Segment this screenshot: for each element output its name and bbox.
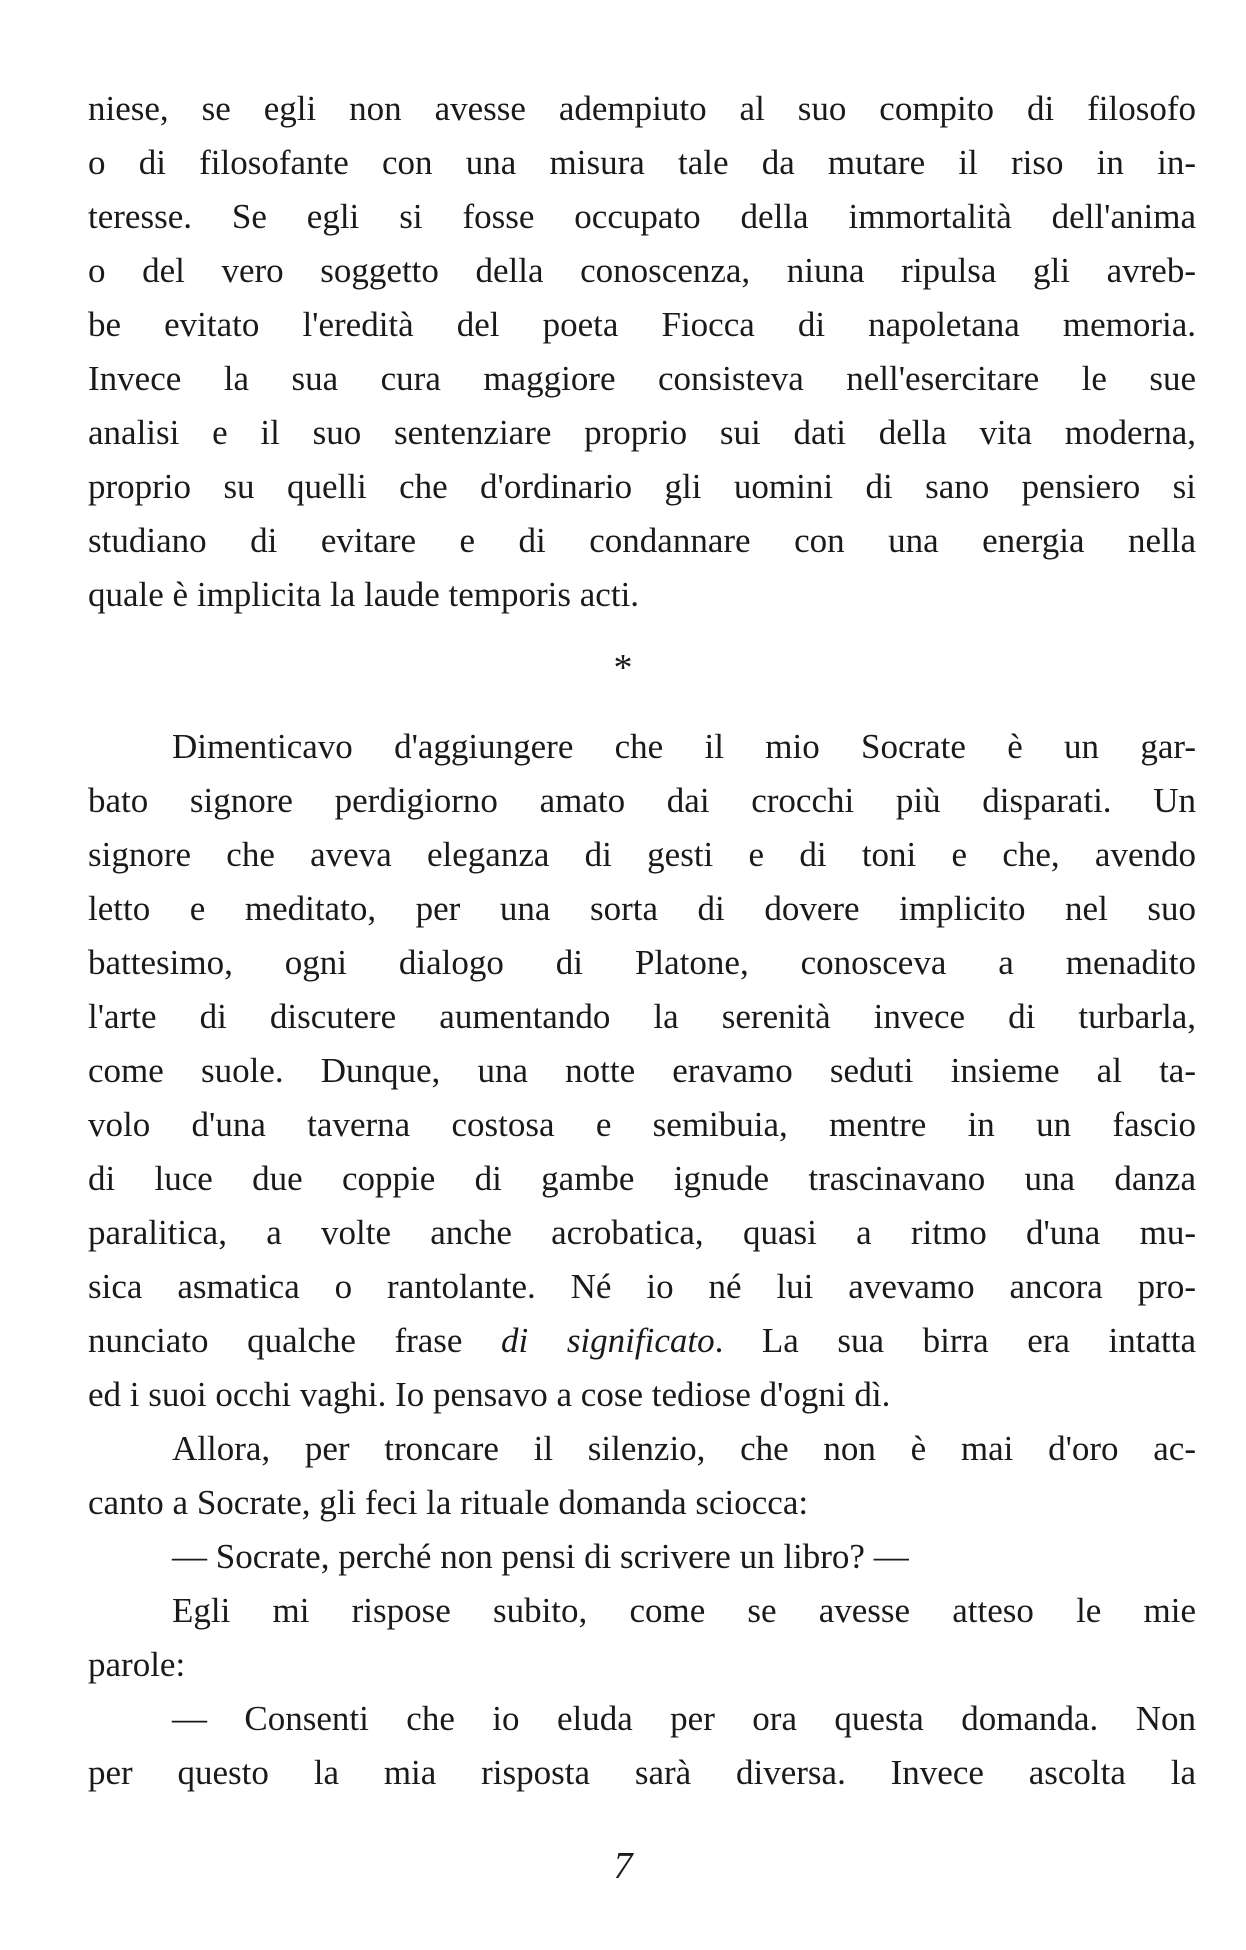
text-line: ed i suoi occhi vaghi. Io pensavo a cose tediose d'ogni dì. (88, 1375, 891, 1414)
text-line: volo d'una taverna costosa e semibuia, mentre in un fascio (88, 1105, 1196, 1144)
text-segment: nunciato qualche frase (88, 1321, 502, 1360)
text-line: analisi e il suo sentenziare proprio sui dati della vita moderna, (88, 413, 1196, 452)
text-line: battesimo, ogni dialogo di Platone, conosceva a menadito (88, 943, 1196, 982)
text-line: quale è implicita la laude temporis acti. (88, 575, 640, 614)
page-number: 7 (613, 1845, 633, 1887)
dialogue-line: — Socrate, perché non pensi di scrivere un libro? — (172, 1537, 909, 1576)
text-line: be evitato l'eredità del poeta Fiocca di napoletana memoria. (88, 305, 1196, 344)
text-segment: . La sua birra era intatta (714, 1321, 1196, 1360)
text-line: come suole. Dunque, una notte eravamo seduti insieme al ta- (88, 1051, 1196, 1090)
text-line: letto e meditato, per una sorta di dovere implicito nel suo (88, 889, 1196, 928)
text-line: o del vero soggetto della conoscenza, niuna ripulsa gli avreb- (88, 251, 1196, 290)
section-separator: * (613, 647, 633, 689)
text-line: Allora, per troncare il silenzio, che non è mai d'oro ac- (172, 1429, 1196, 1468)
text-line: Invece la sua cura maggiore consisteva nell'esercitare le sue (88, 359, 1196, 398)
text-line: parole: (88, 1645, 186, 1684)
text-line: teresse. Se egli si fosse occupato della immortalità dell'anima (88, 197, 1196, 236)
text-line: l'arte di discutere aumentando la serenità invece di turbarla, (88, 997, 1196, 1036)
paragraph-2 (88, 720, 1196, 1800)
text-line: Dimenticavo d'aggiungere che il mio Socrate è un gar- (172, 727, 1196, 766)
text-line: di luce due coppie di gambe ignude trascinavano una danza (88, 1159, 1196, 1198)
text-line: o di filosofante con una misura tale da mutare il riso in in- (88, 143, 1196, 182)
text-line: sica asmatica o rantolante. Né io né lui avevamo ancora pro- (88, 1267, 1196, 1306)
paragraph-1 (88, 82, 1196, 622)
text-line: per questo la mia risposta sarà diversa. Invece ascolta la (88, 1753, 1196, 1792)
italic-phrase: di significato (501, 1321, 715, 1360)
text-line: proprio su quelli che d'ordinario gli uomini di sano pensiero si (88, 467, 1196, 506)
text-line: Egli mi rispose subito, come se avesse atteso le mie (172, 1591, 1196, 1630)
text-line: paralitica, a volte anche acrobatica, quasi a ritmo d'una mu- (88, 1213, 1196, 1252)
text-line: canto a Socrate, gli feci la rituale domanda sciocca: (88, 1483, 809, 1522)
text-line: niese, se egli non avesse adempiuto al suo compito di filosofo (88, 89, 1196, 128)
text-line: studiano di evitare e di condannare con una energia nella (88, 521, 1196, 560)
text-line: signore che aveva eleganza di gesti e di toni e che, avendo (88, 835, 1196, 874)
text-line-with-italic (88, 1314, 1196, 1368)
dialogue-line: — Consenti che io eluda per ora questa domanda. Non (172, 1699, 1196, 1738)
text-line: bato signore perdigiorno amato dai crocchi più disparati. Un (88, 781, 1196, 820)
